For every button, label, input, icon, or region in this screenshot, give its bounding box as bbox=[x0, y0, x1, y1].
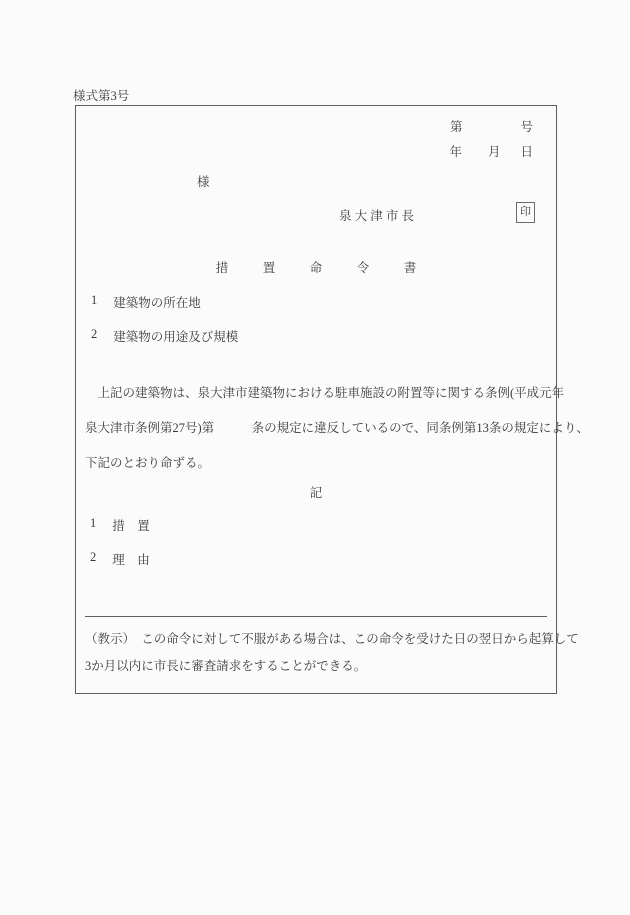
subject-item-1 bbox=[91, 293, 201, 311]
order-item-1-number: 1 bbox=[90, 516, 97, 530]
doc-number-suffix: 号 bbox=[520, 120, 533, 134]
subject-item-1-number: 1 bbox=[91, 293, 98, 307]
notice-line-2: 3か月以内に市長に審査請求をすることができる。 bbox=[85, 659, 367, 673]
date-year-label: 年 bbox=[449, 145, 462, 159]
body-paragraph-line-3: 下記のとおり命ずる。 bbox=[85, 456, 211, 470]
body-paragraph-line-2: 泉大津市条例第27号)第 条の規定に違反しているので、同条例第13条の規定により、 bbox=[85, 421, 589, 435]
subject-item-2-label: 建築物の用途及び規模 bbox=[113, 330, 239, 344]
form-number-label: 様式第3号 bbox=[73, 89, 130, 103]
body-paragraph-line-1: 上記の建築物は、泉大津市建築物における駐車施設の附置等に関する条例(平成元年 bbox=[85, 386, 565, 400]
document-title: 措 置 命 令 書 bbox=[215, 261, 428, 275]
subject-item-2-number: 2 bbox=[91, 327, 98, 341]
document-number-line bbox=[450, 117, 533, 135]
date-month-label: 月 bbox=[487, 145, 501, 159]
order-item-2-number: 2 bbox=[90, 550, 97, 564]
order-document-frame bbox=[75, 105, 589, 694]
date-day-label: 日 bbox=[520, 145, 533, 159]
order-item-1-label: 措 置 bbox=[112, 519, 150, 533]
order-item-1 bbox=[90, 516, 150, 534]
doc-number-prefix: 第 bbox=[449, 120, 463, 134]
order-item-2-label: 理 由 bbox=[112, 553, 150, 567]
seal-character: 印 bbox=[520, 206, 531, 218]
order-item-2 bbox=[90, 550, 150, 568]
seal-placeholder-box bbox=[516, 202, 535, 223]
notice-divider-line bbox=[85, 616, 547, 617]
subject-item-2 bbox=[91, 327, 238, 345]
notice-line-1: （教示） この命令に対して不服がある場合は、この命令を受けた日の翌日から起算して bbox=[85, 632, 579, 646]
date-line bbox=[449, 142, 533, 160]
subject-item-1-label: 建築物の所在地 bbox=[113, 296, 201, 310]
ki-heading: 記 bbox=[309, 486, 323, 500]
issuer-name: 泉 大 津 市 長 bbox=[339, 209, 415, 223]
addressee-honorific: 様 bbox=[197, 175, 210, 189]
